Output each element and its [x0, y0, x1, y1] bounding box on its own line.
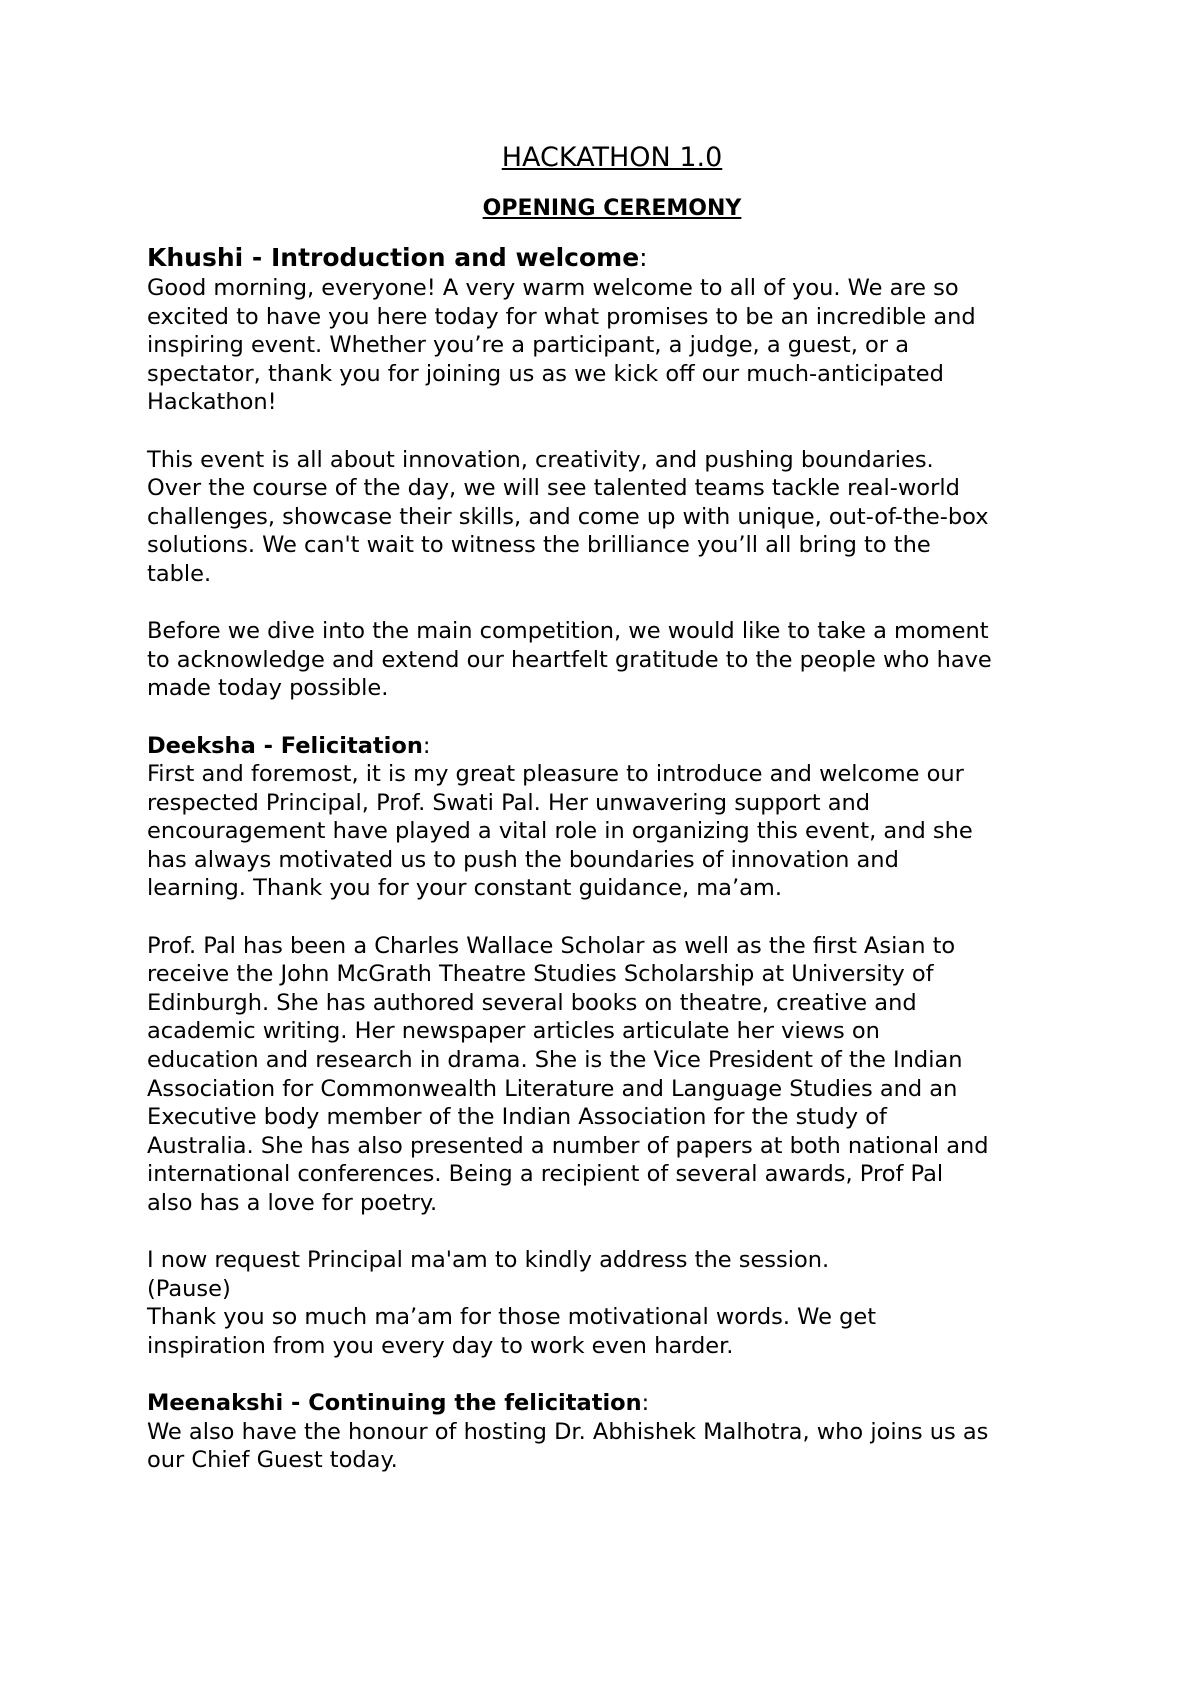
paragraph: First and foremost, it is my great pleasure to introduce and welcome our respected Principal, Prof. Swati Pal. Her unwavering support and encouragement have played a vital role in organizing this event, and she has always motivated us to push the boundaries of innovation and learning. Thank you for your constant guidance, ma’am.	[147, 761, 973, 902]
heading-colon: :	[641, 1390, 650, 1417]
section-heading	[147, 1389, 1077, 1418]
document-body	[147, 140, 1077, 1475]
document-title: HACKATHON 1.0	[501, 142, 723, 173]
speaker-heading: Deeksha - Felicitation	[147, 732, 423, 759]
speaker-heading: Meenakshi - Continuing the felicitation	[147, 1390, 642, 1417]
document-subtitle: OPENING CEREMONY	[482, 196, 742, 221]
paragraph: This event is all about innovation, creativity, and pushing boundaries. Over the course of the day, we will see talented teams tackle real-world challenges, showcase their skills, and come up with unique, out-of-the-box solutions. We can't wait to witness the brilliance you’ll all bring to the table.	[147, 446, 989, 587]
section-introduction	[147, 242, 1077, 703]
section-heading	[147, 242, 1077, 274]
paragraph: Good morning, everyone! A very warm welcome to all of you. We are so excited to have you here today for what promises to be an incredible and inspiring event. Whether you’re a participant, a judge, a guest, or a spectator, thank you for joining us as we kick off our much-anticipated Hackathon!	[147, 275, 976, 416]
section-felicitation	[147, 732, 1077, 1361]
section-heading	[147, 732, 1077, 761]
paragraph: Before we dive into the main competition, we would like to take a moment to acknowledge and extend our heartfelt gratitude to the people who have made today possible.	[147, 618, 992, 702]
heading-colon: :	[639, 243, 648, 272]
section-continuing-felicitation	[147, 1389, 1077, 1475]
paragraph: I now request Principal ma'am to kindly address the session. (Pause) Thank you so much ma’am for those motivational words. We get inspiration from you every day to work even harder.	[147, 1247, 877, 1359]
paragraph: Prof. Pal has been a Charles Wallace Scholar as well as the first Asian to receive the John McGrath Theatre Studies Scholarship at University of Edinburgh. She has authored several books on theatre, creative and academic writing. Her newspaper articles articulate her views on education and research in drama. She is the Vice President of the Indian Association for Commonwealth Literature and Language Studies and an Executive body member of the Indian Association for the study of Australia. She has also presented a number of papers at both national and international conferences. Being a recipient of several awards, Prof Pal also has a love for poetry.	[147, 932, 989, 1216]
paragraph: We also have the honour of hosting Dr. Abhishek Malhotra, who joins us as our Chief Guest today.	[147, 1418, 989, 1474]
heading-colon: :	[422, 732, 431, 759]
speaker-heading: Khushi - Introduction and welcome	[147, 243, 640, 272]
